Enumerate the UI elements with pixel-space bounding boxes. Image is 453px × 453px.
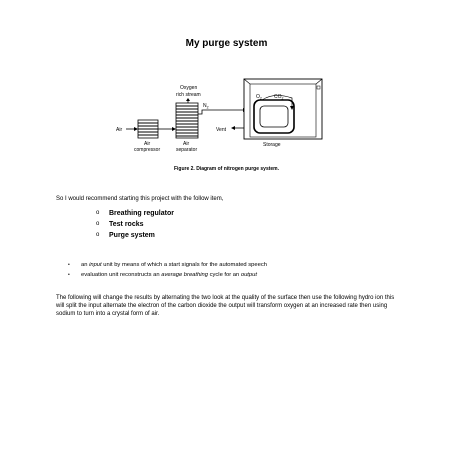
- compressor-to-separator-head: [172, 127, 176, 131]
- air-compressor: [138, 120, 158, 138]
- label-co2: $CO_2$: [274, 94, 284, 101]
- list-item: • an input unit by means of which a start signals for the automated speech: [68, 262, 267, 268]
- air-separator: [176, 103, 198, 138]
- vent-arrow-head: [231, 126, 235, 130]
- label-separator-line2: separator: [176, 147, 198, 153]
- label-n2: $N_2$: [203, 103, 209, 110]
- closing-paragraph: The following will change the results by alternating the two look at the quality of the surface then use the following hydro ion this will split the input alternate the electron of the carbon dioxide the output will transform oxygen at an increased rate then using sodium to turn into a crystal form of air.: [56, 295, 395, 317]
- label-compressor-line2: compressor: [134, 147, 161, 153]
- intro-paragraph: So I would recommend starting this project with the follow item,: [56, 196, 224, 202]
- label-compressor-line1: Air: [144, 141, 151, 147]
- list-item: o Breathing regulator: [96, 210, 174, 217]
- oxygen-arrow-head: [186, 98, 190, 101]
- recommended-items-list: [96, 208, 174, 241]
- label-air-inlet: Air: [116, 127, 123, 133]
- label-oxygen-line1: Oxygen: [180, 85, 198, 91]
- figure-caption: Figure 2. Diagram of nitrogen purge system.: [173, 166, 280, 172]
- label-o2: $O_2$: [256, 94, 262, 101]
- storage-unit: [244, 79, 322, 139]
- list-item: o Purge system: [96, 232, 155, 239]
- air-inlet-arrow-head: [134, 127, 138, 131]
- label-storage: Storage: [263, 142, 281, 148]
- label-separator-line1: Air: [183, 141, 190, 147]
- bullet-list: [68, 260, 267, 280]
- label-oxygen-line2: rich stream: [176, 92, 201, 98]
- list-item: • evaluation unit reconstructs an average breathing cycle for an output: [68, 272, 257, 278]
- page-title: My purge system: [185, 38, 268, 49]
- list-item: o Test rocks: [96, 221, 144, 228]
- n2-line: [197, 110, 244, 114]
- label-vent: Vent: [216, 127, 227, 133]
